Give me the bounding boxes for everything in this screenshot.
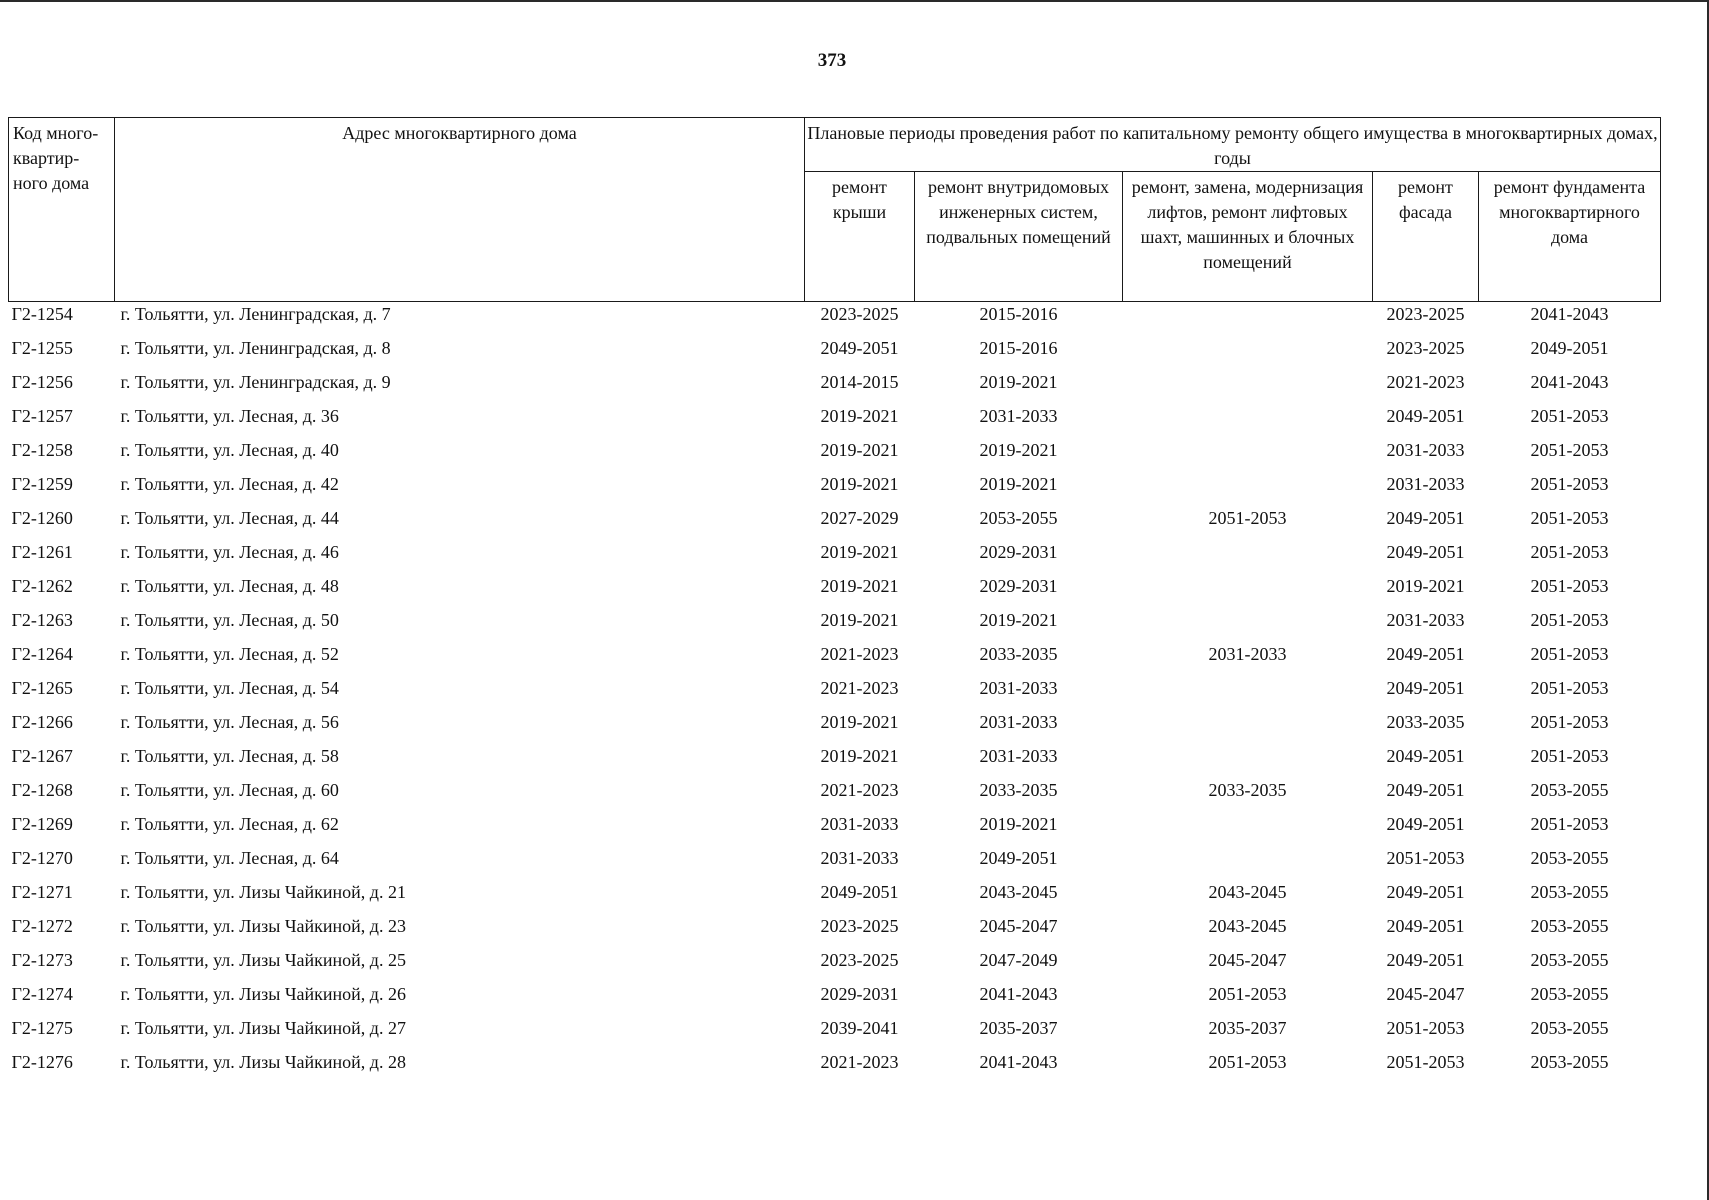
cell-lift-repair: 2051-2053: [1208, 508, 1287, 528]
cell-foundation-repair: 2053-2055: [1530, 916, 1609, 936]
cell-engineering-repair: 2031-2033: [979, 746, 1058, 766]
cell-facade-repair: 2019-2021: [1386, 576, 1465, 596]
cell-roof-repair: 2019-2021: [820, 474, 899, 494]
cell-lift-repair: [1123, 336, 1373, 370]
cell-address: г. Тольятти, ул. Ленинградская, д. 7: [120, 304, 391, 324]
cell-engineering-repair: 2043-2045: [979, 882, 1058, 902]
header-lifts: ремонт, замена, модернизация лифтов, ремонт лифтовых шахт, машинных и блочных помещений: [1123, 172, 1373, 302]
cell-foundation-repair: 2051-2053: [1530, 440, 1609, 460]
capital-repair-schedule-table: [8, 117, 1661, 1084]
table-row: [9, 472, 1661, 506]
table-row: [9, 574, 1661, 608]
table-row: [9, 778, 1661, 812]
table-row: [9, 982, 1661, 1016]
cell-lift-repair: [1123, 710, 1373, 744]
cell-engineering-repair: 2053-2055: [979, 508, 1058, 528]
table-row: [9, 880, 1661, 914]
cell-roof-repair: 2021-2023: [820, 1052, 899, 1072]
cell-code: Г2-1276: [11, 1052, 73, 1072]
table-row: [9, 506, 1661, 540]
cell-code: Г2-1273: [11, 950, 73, 970]
cell-address: г. Тольятти, ул. Лизы Чайкиной, д. 26: [120, 984, 406, 1004]
cell-code: Г2-1260: [11, 508, 73, 528]
cell-address: г. Тольятти, ул. Лесная, д. 58: [120, 746, 339, 766]
cell-roof-repair: 2023-2025: [820, 950, 899, 970]
cell-address: г. Тольятти, ул. Лесная, д. 40: [120, 440, 339, 460]
cell-address: г. Тольятти, ул. Лесная, д. 62: [120, 814, 339, 834]
cell-address: г. Тольятти, ул. Лизы Чайкиной, д. 28: [120, 1052, 406, 1072]
cell-foundation-repair: 2051-2053: [1530, 474, 1609, 494]
cell-address: г. Тольятти, ул. Лесная, д. 48: [120, 576, 339, 596]
cell-foundation-repair: 2041-2043: [1530, 304, 1609, 324]
table-row: [9, 438, 1661, 472]
cell-code: Г2-1275: [11, 1018, 73, 1038]
table-row: [9, 302, 1661, 337]
cell-facade-repair: 2049-2051: [1386, 814, 1465, 834]
cell-foundation-repair: 2051-2053: [1530, 542, 1609, 562]
cell-facade-repair: 2049-2051: [1386, 916, 1465, 936]
cell-foundation-repair: 2051-2053: [1530, 712, 1609, 732]
cell-lift-repair: [1123, 404, 1373, 438]
cell-facade-repair: 2049-2051: [1386, 882, 1465, 902]
cell-roof-repair: 2019-2021: [820, 440, 899, 460]
cell-engineering-repair: 2029-2031: [979, 576, 1058, 596]
cell-lift-repair: 2043-2045: [1208, 882, 1287, 902]
cell-engineering-repair: 2041-2043: [979, 1052, 1058, 1072]
table-row: [9, 744, 1661, 778]
cell-foundation-repair: 2053-2055: [1530, 950, 1609, 970]
header-foundation: ремонт фундамента многоквартирного дома: [1479, 172, 1661, 302]
cell-foundation-repair: 2051-2053: [1530, 576, 1609, 596]
cell-foundation-repair: 2049-2051: [1530, 338, 1609, 358]
cell-engineering-repair: 2047-2049: [979, 950, 1058, 970]
table-row: [9, 1016, 1661, 1050]
cell-facade-repair: 2049-2051: [1386, 508, 1465, 528]
cell-code: Г2-1264: [11, 644, 73, 664]
cell-address: г. Тольятти, ул. Лесная, д. 64: [120, 848, 339, 868]
header-engineering: ремонт внутридомовых инженерных систем, подвальных помещений: [915, 172, 1123, 302]
cell-lift-repair: [1123, 302, 1373, 337]
cell-code: Г2-1274: [11, 984, 73, 1004]
cell-foundation-repair: 2053-2055: [1530, 882, 1609, 902]
cell-roof-repair: 2021-2023: [820, 678, 899, 698]
cell-code: Г2-1267: [11, 746, 73, 766]
cell-engineering-repair: 2031-2033: [979, 406, 1058, 426]
cell-lift-repair: 2043-2045: [1208, 916, 1287, 936]
page-top-border: [0, 0, 1709, 2]
cell-code: Г2-1255: [11, 338, 73, 358]
cell-lift-repair: [1123, 812, 1373, 846]
cell-roof-repair: 2021-2023: [820, 780, 899, 800]
cell-foundation-repair: 2053-2055: [1530, 780, 1609, 800]
header-roof: ремонт крыши: [805, 172, 915, 302]
cell-facade-repair: 2049-2051: [1386, 542, 1465, 562]
cell-lift-repair: [1123, 574, 1373, 608]
table-row: [9, 710, 1661, 744]
cell-facade-repair: 2051-2053: [1386, 1052, 1465, 1072]
cell-lift-repair: 2031-2033: [1208, 644, 1287, 664]
cell-lift-repair: [1123, 846, 1373, 880]
cell-roof-repair: 2019-2021: [820, 610, 899, 630]
cell-address: г. Тольятти, ул. Лесная, д. 56: [120, 712, 339, 732]
table-row: [9, 914, 1661, 948]
cell-engineering-repair: 2019-2021: [979, 372, 1058, 392]
table-row: [9, 404, 1661, 438]
cell-address: г. Тольятти, ул. Лесная, д. 52: [120, 644, 339, 664]
cell-foundation-repair: 2051-2053: [1530, 814, 1609, 834]
cell-address: г. Тольятти, ул. Лесная, д. 46: [120, 542, 339, 562]
cell-address: г. Тольятти, ул. Ленинградская, д. 8: [120, 338, 391, 358]
cell-address: г. Тольятти, ул. Лесная, д. 60: [120, 780, 339, 800]
cell-code: Г2-1269: [11, 814, 73, 834]
cell-lift-repair: 2051-2053: [1208, 1052, 1287, 1072]
cell-engineering-repair: 2031-2033: [979, 678, 1058, 698]
cell-foundation-repair: 2051-2053: [1530, 678, 1609, 698]
cell-address: г. Тольятти, ул. Лесная, д. 44: [120, 508, 339, 528]
cell-lift-repair: 2033-2035: [1208, 780, 1287, 800]
cell-roof-repair: 2019-2021: [820, 406, 899, 426]
cell-address: г. Тольятти, ул. Лизы Чайкиной, д. 25: [120, 950, 406, 970]
cell-roof-repair: 2023-2025: [820, 916, 899, 936]
cell-facade-repair: 2031-2033: [1386, 474, 1465, 494]
cell-facade-repair: 2051-2053: [1386, 848, 1465, 868]
cell-roof-repair: 2049-2051: [820, 338, 899, 358]
cell-foundation-repair: 2051-2053: [1530, 610, 1609, 630]
cell-code: Г2-1270: [11, 848, 73, 868]
table-row: [9, 608, 1661, 642]
cell-foundation-repair: 2053-2055: [1530, 984, 1609, 1004]
cell-engineering-repair: 2019-2021: [979, 814, 1058, 834]
table-row: [9, 676, 1661, 710]
cell-code: Г2-1262: [11, 576, 73, 596]
cell-roof-repair: 2031-2033: [820, 814, 899, 834]
cell-address: г. Тольятти, ул. Лесная, д. 54: [120, 678, 339, 698]
cell-facade-repair: 2051-2053: [1386, 1018, 1465, 1038]
cell-engineering-repair: 2015-2016: [979, 338, 1058, 358]
cell-facade-repair: 2023-2025: [1386, 338, 1465, 358]
table-row: [9, 336, 1661, 370]
cell-engineering-repair: 2019-2021: [979, 474, 1058, 494]
cell-roof-repair: 2019-2021: [820, 712, 899, 732]
cell-address: г. Тольятти, ул. Лесная, д. 50: [120, 610, 339, 630]
cell-address: г. Тольятти, ул. Лизы Чайкиной, д. 27: [120, 1018, 406, 1038]
header-facade: ремонт фасада: [1373, 172, 1479, 302]
cell-code: Г2-1268: [11, 780, 73, 800]
cell-roof-repair: 2027-2029: [820, 508, 899, 528]
cell-engineering-repair: 2019-2021: [979, 610, 1058, 630]
cell-facade-repair: 2049-2051: [1386, 644, 1465, 664]
header-address: Адрес многоквартирного дома: [115, 118, 805, 302]
cell-roof-repair: 2019-2021: [820, 542, 899, 562]
cell-facade-repair: 2033-2035: [1386, 712, 1465, 732]
cell-address: г. Тольятти, ул. Лизы Чайкиной, д. 21: [120, 882, 406, 902]
table-row: [9, 948, 1661, 982]
cell-lift-repair: 2035-2037: [1208, 1018, 1287, 1038]
cell-facade-repair: 2045-2047: [1386, 984, 1465, 1004]
cell-roof-repair: 2014-2015: [820, 372, 899, 392]
cell-facade-repair: 2049-2051: [1386, 950, 1465, 970]
cell-engineering-repair: 2045-2047: [979, 916, 1058, 936]
cell-roof-repair: 2019-2021: [820, 746, 899, 766]
cell-foundation-repair: 2051-2053: [1530, 644, 1609, 664]
cell-code: Г2-1272: [11, 916, 73, 936]
cell-facade-repair: 2031-2033: [1386, 610, 1465, 630]
cell-lift-repair: [1123, 676, 1373, 710]
table-row: [9, 642, 1661, 676]
cell-roof-repair: 2039-2041: [820, 1018, 899, 1038]
table-row: [9, 370, 1661, 404]
cell-code: Г2-1265: [11, 678, 73, 698]
cell-address: г. Тольятти, ул. Лесная, д. 36: [120, 406, 339, 426]
cell-foundation-repair: 2051-2053: [1530, 406, 1609, 426]
cell-address: г. Тольятти, ул. Лизы Чайкиной, д. 23: [120, 916, 406, 936]
cell-engineering-repair: 2015-2016: [979, 304, 1058, 324]
page-number: 373: [817, 50, 847, 71]
header-planned-periods: Плановые периоды проведения работ по капитальному ремонту общего имущества в многоквартирных домах, годы: [805, 118, 1661, 172]
cell-facade-repair: 2031-2033: [1386, 440, 1465, 460]
cell-foundation-repair: 2051-2053: [1530, 508, 1609, 528]
cell-engineering-repair: 2041-2043: [979, 984, 1058, 1004]
cell-roof-repair: 2031-2033: [820, 848, 899, 868]
cell-lift-repair: [1123, 608, 1373, 642]
cell-address: г. Тольятти, ул. Лесная, д. 42: [120, 474, 339, 494]
cell-lift-repair: [1123, 744, 1373, 778]
cell-code: Г2-1258: [11, 440, 73, 460]
cell-facade-repair: 2049-2051: [1386, 678, 1465, 698]
cell-lift-repair: 2051-2053: [1208, 984, 1287, 1004]
cell-engineering-repair: 2049-2051: [979, 848, 1058, 868]
cell-roof-repair: 2021-2023: [820, 644, 899, 664]
cell-engineering-repair: 2035-2037: [979, 1018, 1058, 1038]
cell-roof-repair: 2029-2031: [820, 984, 899, 1004]
cell-foundation-repair: 2051-2053: [1530, 746, 1609, 766]
cell-facade-repair: 2049-2051: [1386, 406, 1465, 426]
cell-engineering-repair: 2031-2033: [979, 712, 1058, 732]
cell-foundation-repair: 2053-2055: [1530, 1052, 1609, 1072]
cell-code: Г2-1266: [11, 712, 73, 732]
cell-address: г. Тольятти, ул. Ленинградская, д. 9: [120, 372, 391, 392]
cell-code: Г2-1271: [11, 882, 73, 902]
cell-lift-repair: [1123, 472, 1373, 506]
cell-facade-repair: 2049-2051: [1386, 746, 1465, 766]
header-code: Код много-квартир-ного дома: [9, 118, 115, 302]
cell-roof-repair: 2049-2051: [820, 882, 899, 902]
table-header: [9, 118, 1661, 302]
cell-engineering-repair: 2029-2031: [979, 542, 1058, 562]
cell-roof-repair: 2023-2025: [820, 304, 899, 324]
cell-code: Г2-1254: [11, 304, 73, 324]
cell-foundation-repair: 2053-2055: [1530, 848, 1609, 868]
cell-facade-repair: 2049-2051: [1386, 780, 1465, 800]
cell-lift-repair: [1123, 370, 1373, 404]
cell-engineering-repair: 2019-2021: [979, 440, 1058, 460]
cell-lift-repair: [1123, 540, 1373, 574]
cell-foundation-repair: 2041-2043: [1530, 372, 1609, 392]
table-row: [9, 812, 1661, 846]
table-row: [9, 846, 1661, 880]
table-row: [9, 540, 1661, 574]
cell-lift-repair: 2045-2047: [1208, 950, 1287, 970]
cell-code: Г2-1261: [11, 542, 73, 562]
cell-facade-repair: 2023-2025: [1386, 304, 1465, 324]
cell-foundation-repair: 2053-2055: [1530, 1018, 1609, 1038]
cell-lift-repair: [1123, 438, 1373, 472]
cell-code: Г2-1263: [11, 610, 73, 630]
table-row: [9, 1050, 1661, 1084]
cell-facade-repair: 2021-2023: [1386, 372, 1465, 392]
table-body: [9, 302, 1661, 1085]
cell-roof-repair: 2019-2021: [820, 576, 899, 596]
cell-code: Г2-1259: [11, 474, 73, 494]
cell-code: Г2-1256: [11, 372, 73, 392]
cell-code: Г2-1257: [11, 406, 73, 426]
cell-engineering-repair: 2033-2035: [979, 644, 1058, 664]
cell-engineering-repair: 2033-2035: [979, 780, 1058, 800]
